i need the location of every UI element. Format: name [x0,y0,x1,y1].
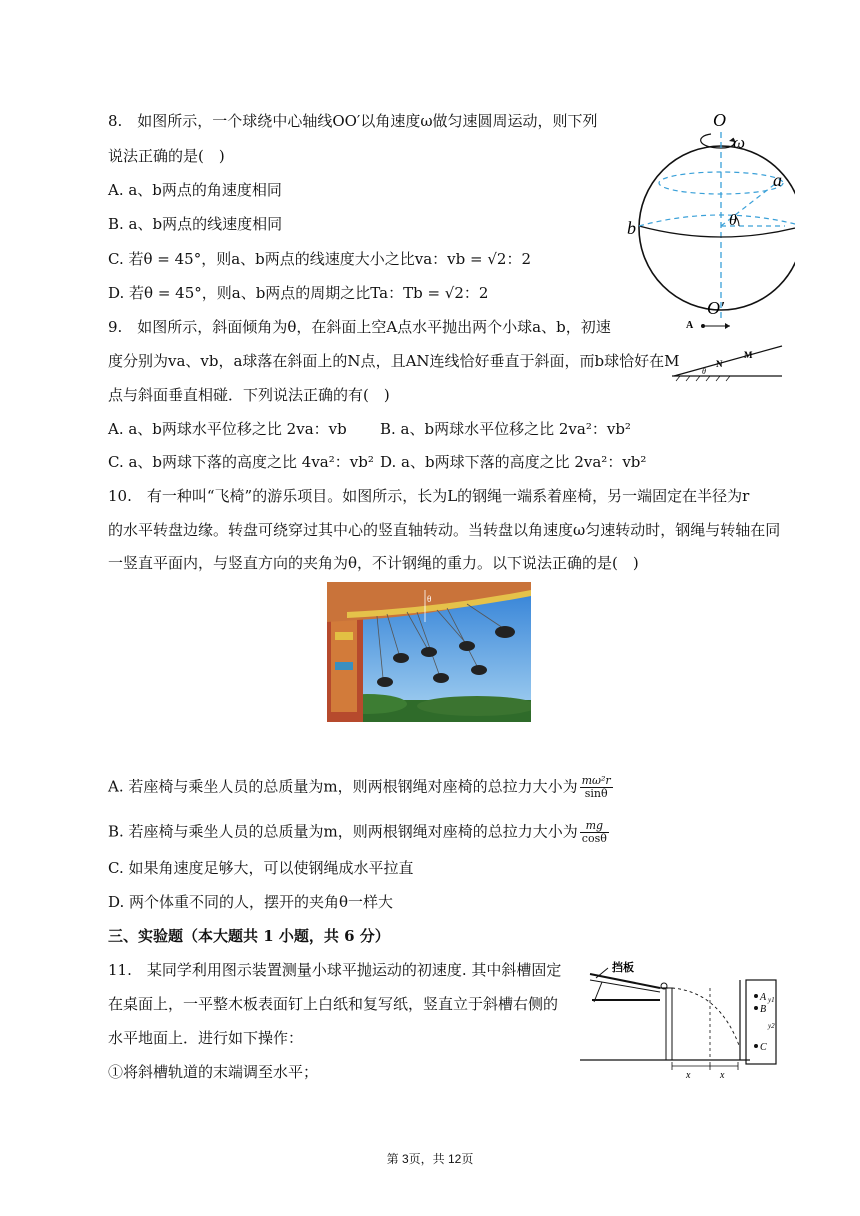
figure-label-baffle: 挡板 [612,962,634,974]
figure-label-x-first: x [686,1070,691,1080]
q9-option-a: A. a、b两球水平位移之比 2va：vb [108,420,347,438]
equator-back [639,215,795,226]
figure-label-theta: θ [702,367,706,376]
q9-stem-line3: 点与斜面垂直相碰．下列说法正确的有( ) [108,386,390,404]
q11-stem-line2: 在桌面上，一平整木板表面钉上白纸和复写纸，竖直立于斜槽右侧的 [108,995,559,1013]
swing-ride-photo [327,582,531,722]
figure-label-o: O [713,110,726,130]
q10-option-b [108,820,609,845]
incline-surface [674,346,782,376]
page-footer: 第 3页，共 12页 [386,1152,474,1166]
figure-label-a: a [773,170,782,190]
q10-option-d: D. 两个体重不同的人，摆开的夹角θ一样大 [108,893,394,911]
q10-stem-line3: 一竖直平面内，与竖直方向的夹角为θ，不计钢绳的重力。以下说法正确的是( ) [108,554,639,572]
photo-theta-label: θ [427,594,432,604]
q8-option-a: A. a、b两点的角速度相同 [108,181,282,199]
fraction-m-omega2-r-over-sin-theta: $\frac{\text{mω²r}}{\sin\theta}$ [581,774,611,800]
figure-label-b: B [760,1004,767,1015]
q10-option-b-text: B. 若座椅与乘坐人员的总质量为m，则两根钢绳对座椅的总拉力大小为 [108,822,578,841]
section-heading-experiment: 三、实验题（本大题共 1 小题，共 6 分） [108,927,390,945]
figure-label-x-second: x [720,1070,725,1080]
equator-front [639,226,795,237]
fraction-mg-over-cos-theta: $\frac{mg}{\cos\theta}$ [581,819,607,845]
q9-option-d: D. a、b两球下落的高度之比 2va²：vb² [380,453,647,471]
figure-label-n: N [716,359,723,369]
q10-stem-line2: 的水平转盘边缘。转盘可绕穿过其中心的竖直轴转动。当转盘以角速度ω匀速转动时，钢绳与转轴在同 [108,521,781,539]
q11-stem-line1: 11. 某同学利用图示装置测量小球平抛运动的初速度. 其中斜槽固定 [108,961,562,979]
q8-option-c: C. 若θ = 45°，则a、b两点的线速度大小之比va：vb = √2：2 [108,250,531,268]
q10-option-c: C. 如果角速度足够大，可以使钢绳成水平拉直 [108,859,414,877]
figure-label-omega: ω [733,133,746,152]
q8-stem-line2: 说法正确的是( ) [108,147,225,165]
q10-option-a-text: A. 若座椅与乘坐人员的总质量为m，则两根钢绳对座椅的总拉力大小为 [108,777,578,796]
q11-step-1: ①将斜槽轨道的末端调至水平； [108,1063,319,1081]
q9-option-c: C. a、b两球下落的高度之比 4va²：vb² [108,453,374,471]
figure-label-y1: y1 [768,996,775,1004]
figure-label-theta: θ [729,212,737,229]
table-leg [666,988,672,1060]
figure-label-m: M [744,350,753,360]
sphere-outline [639,146,795,310]
q8-option-d: D. 若θ = 45°，则a、b两点的周期之比Ta：Tb = √2：2 [108,284,489,302]
trajectory [672,988,740,1048]
figure-label-b: b [627,218,636,238]
figure-label-a: A [686,320,694,331]
figure-label-y2: y2 [768,1022,775,1030]
q10-option-a [108,775,613,800]
q8-sphere-figure [625,108,795,318]
figure-label-oprime: O′ [707,298,724,318]
q10-stem-line1: 10. 有一种叫“飞椅”的游乐项目。如图所示，长为L的钢绳一端系着座椅，另一端固定在半径为r [108,487,750,505]
q9-option-b: B. a、b两球水平位移之比 2va²：vb² [380,420,631,438]
figure-label-a: A [760,992,767,1003]
q8-stem-line1: 8. 如图所示，一个球绕中心轴线OO′以角速度ω做匀速圆周运动，则下列 [108,112,598,130]
q11-apparatus-figure [580,958,780,1080]
q11-stem-line3: 水平地面上．进行如下操作： [108,1029,304,1047]
q9-stem-line1: 9. 如图所示，斜面倾角为θ，在斜面上空A点水平抛出两个小球a、b，初速 [108,318,611,336]
q8-option-b: B. a、b两点的线速度相同 [108,215,283,233]
q9-stem-line2: 度分别为va、vb，a球落在斜面上的N点，且AN连线恰好垂直于斜面，而b球恰好在M [108,352,680,370]
q9-incline-figure [670,312,790,384]
figure-label-c: C [760,1042,767,1053]
